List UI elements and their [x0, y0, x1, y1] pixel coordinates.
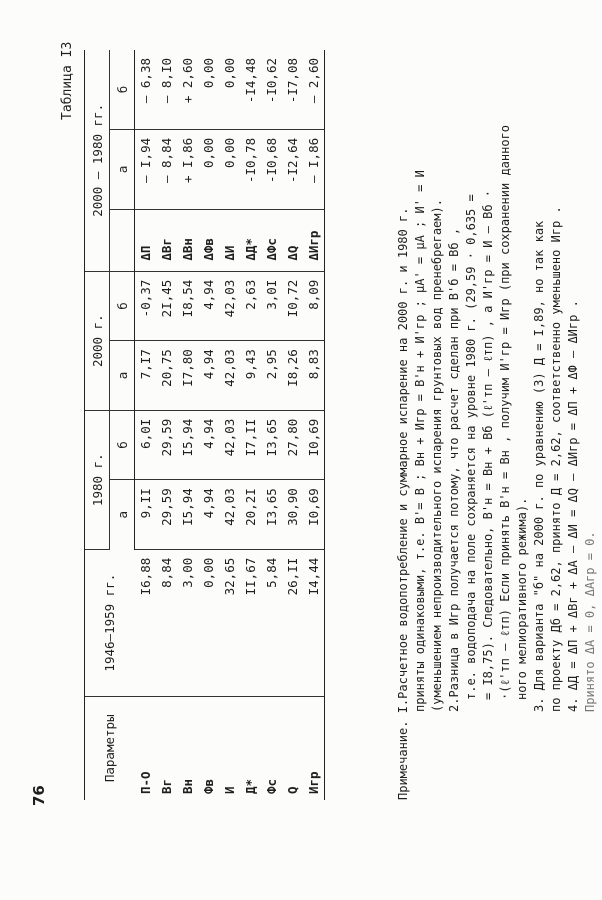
param-cell: П-О	[137, 771, 153, 794]
delta-a-cell: 0,00	[198, 129, 219, 209]
delta-a-cell: – I,94	[135, 129, 157, 209]
note-3-line-2: по проекту Дб = 2,62, принято Д = 2,62, соответственно уменьшено Игр .	[549, 206, 563, 712]
b1980-cell: 6,0I	[135, 410, 157, 480]
b1980-cell: 27,80	[282, 410, 303, 480]
b1980-cell: I0,69	[303, 410, 325, 480]
param-cell: Д*	[243, 778, 258, 794]
b2000-cell: 8,09	[303, 271, 325, 341]
delta-b-cell: -I0,62	[261, 50, 282, 129]
header-2000: 2000 г.	[85, 271, 110, 410]
param-cell: Вн	[180, 778, 195, 794]
a1980-cell: 29,59	[156, 480, 177, 550]
delta-b-cell: – 2,60	[303, 50, 325, 129]
parameters-table	[84, 50, 325, 800]
table-row	[261, 50, 282, 800]
table-row	[240, 50, 261, 800]
note-3-line-1: 3. Для варианта "б" на 2000 г. по уравнению (3) Д = I,89, но так как	[532, 220, 546, 712]
delta-a-cell: – I,86	[303, 129, 325, 209]
delta-b-cell: + 2,60	[177, 50, 198, 129]
delta-a-cell: -I2,64	[282, 129, 303, 209]
base-cell: I4,44	[303, 549, 325, 696]
table-row	[198, 50, 219, 800]
b1980-cell: I3,65	[261, 410, 282, 480]
header-delta-sym	[110, 209, 135, 271]
delta-b-cell: – 6,38	[135, 50, 157, 129]
table-row	[156, 50, 177, 800]
param-cell: Фв	[201, 778, 216, 794]
base-cell: 32,65	[219, 549, 240, 696]
delta-a-cell: – 8,84	[156, 129, 177, 209]
a2000-cell: 9,43	[240, 341, 261, 411]
delta-symbol-cell: ΔИгр	[303, 209, 325, 271]
base-cell: II,67	[240, 549, 261, 696]
a2000-cell: I7,80	[177, 341, 198, 411]
note-2-line-4: ·(ℓ'тп – ℓтп) Если принять В'н = Вн , получим И'гр = Игр (при сохранении данного	[498, 124, 512, 700]
table-row	[135, 50, 157, 800]
note-1-line-1: Примечание. I.Расчетное водопотребление и суммарное испарение на 2000 г. и 1980 г.	[396, 207, 410, 800]
delta-b-cell: -I7,08	[282, 50, 303, 129]
delta-a-cell: 0,00	[219, 129, 240, 209]
a1980-cell: 4,94	[198, 480, 219, 550]
header-1980-b: б	[110, 410, 135, 480]
b2000-cell: I8,54	[177, 271, 198, 341]
a2000-cell: 4,94	[198, 341, 219, 411]
delta-b-cell: 0,00	[198, 50, 219, 129]
header-2000-b: б	[110, 271, 135, 341]
delta-a-cell: -I0,78	[240, 129, 261, 209]
base-cell: I6,88	[135, 549, 157, 696]
b2000-cell: 3,0I	[261, 271, 282, 341]
param-cell: Игр	[303, 696, 325, 800]
base-cell: 0,00	[198, 549, 219, 696]
base-cell: 26,II	[282, 549, 303, 696]
delta-symbol-cell: ΔФс	[261, 209, 282, 271]
table-title: Таблица I3	[60, 41, 75, 120]
delta-b-cell: – 8,I0	[156, 50, 177, 129]
b1980-cell: I7,II	[240, 410, 261, 480]
delta-symbol-cell: ΔД*	[240, 209, 261, 271]
a1980-cell: I3,65	[261, 480, 282, 550]
a1980-cell: 20,2I	[240, 480, 261, 550]
a2000-cell: 2,95	[261, 341, 282, 411]
b2000-cell: I0,72	[282, 271, 303, 341]
b2000-cell: 42,03	[219, 271, 240, 341]
param-cell: Вг	[159, 778, 174, 794]
header-params: Параметры	[85, 696, 135, 800]
note-4-line-2: Принято ΔА = 0, ΔАгр = 0.	[583, 531, 597, 712]
a1980-cell: 42,03	[219, 480, 240, 550]
param-cell: Фс	[264, 778, 279, 794]
page-number: 76	[30, 785, 48, 806]
table-row	[219, 50, 240, 800]
a2000-cell: 7,I7	[135, 341, 157, 411]
delta-symbol-cell: ΔФв	[198, 209, 219, 271]
delta-a-cell: + I,86	[177, 129, 198, 209]
a1980-cell: I0,69	[303, 480, 325, 550]
header-delta-a: а	[110, 129, 135, 209]
param-cell: Q	[285, 786, 300, 794]
header-1980: 1980 г.	[85, 410, 110, 549]
delta-a-cell: -I0,68	[261, 129, 282, 209]
a2000-cell: I8,26	[282, 341, 303, 411]
base-cell: 3,00	[177, 549, 198, 696]
header-2000-1980: 2000 – 1980 гг.	[85, 50, 110, 271]
notes-section	[395, 10, 599, 800]
a1980-cell: 30,90	[282, 480, 303, 550]
delta-symbol-cell: ΔQ	[282, 209, 303, 271]
note-1-line-3: (уменьшением непроизводительного испарения грунтовых вод пренебрегаем).	[430, 199, 444, 712]
delta-symbol-cell: ΔИ	[219, 209, 240, 271]
table-row	[282, 50, 303, 800]
a1980-cell: I5,94	[177, 480, 198, 550]
delta-symbol-cell: ΔВг	[156, 209, 177, 271]
delta-b-cell: -I4,48	[240, 50, 261, 129]
b2000-cell: 2I,45	[156, 271, 177, 341]
header-period: 1946–1959 гг.	[85, 549, 135, 696]
table-row	[177, 50, 198, 800]
b1980-cell: 4,94	[198, 410, 219, 480]
base-cell: 5,84	[261, 549, 282, 696]
note-2-line-3: = I8,75). Следовательно, В'н = Вн + Вб (ℓ'тп – ℓтп) , а И'гр = И – Вб ·	[481, 190, 495, 700]
table-row	[303, 50, 325, 800]
a2000-cell: 20,75	[156, 341, 177, 411]
b2000-cell: -0,37	[135, 271, 157, 341]
b1980-cell: 29,59	[156, 410, 177, 480]
note-2-line-2: т.е. водоподача на поле сохраняется на уровне 1980 г. (29,59 · 0,635 =	[464, 194, 478, 700]
note-2-line-1: 2.Разница в Игр получается потому, что расчет сделан при В'б = Вб ,	[447, 227, 461, 712]
header-delta-b: б	[110, 50, 135, 129]
base-cell: 8,84	[156, 549, 177, 696]
param-cell: И	[222, 786, 237, 794]
a1980-cell: 9,II	[135, 480, 157, 550]
note-4-line-1: 4. ΔД = ΔП + ΔВг + ΔА – ΔИ = ΔQ – ΔИгр = ΔП + ΔФ – ΔИгр .	[566, 300, 580, 712]
note-1-line-2: приняты одинаковыми, т.е. В'= В ; Вн + Игр = В'н + И'гр ; μА' = μА ; И' = И	[413, 170, 427, 712]
delta-b-cell: 0,00	[219, 50, 240, 129]
note-2-line-5: ного мелиоративного режима).	[515, 497, 529, 700]
header-1980-a: а	[110, 480, 135, 550]
b1980-cell: I5,94	[177, 410, 198, 480]
delta-symbol-cell: ΔВн	[177, 209, 198, 271]
a2000-cell: 42,03	[219, 341, 240, 411]
header-2000-a: а	[110, 341, 135, 411]
delta-symbol-cell: ΔП	[135, 209, 157, 271]
b2000-cell: 4,94	[198, 271, 219, 341]
b1980-cell: 42,03	[219, 410, 240, 480]
a2000-cell: 8,83	[303, 341, 325, 411]
b2000-cell: 2,63	[240, 271, 261, 341]
